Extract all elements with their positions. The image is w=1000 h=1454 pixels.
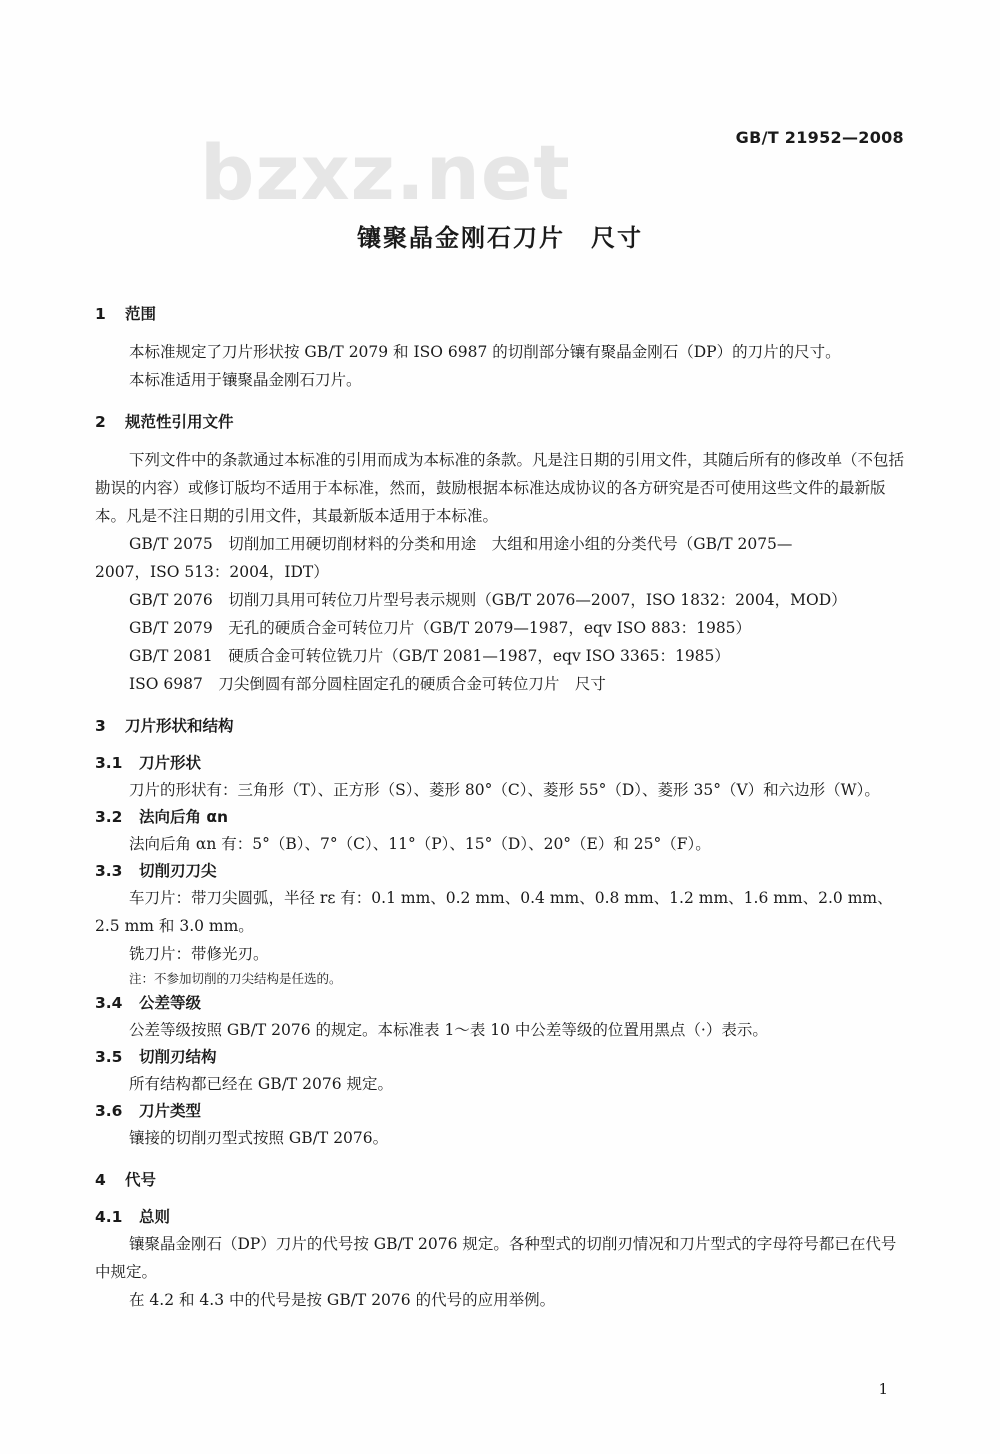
- subsection-number: 3.3: [95, 862, 123, 880]
- section-1-heading: [95, 300, 905, 328]
- paragraph: 在 4.2 和 4.3 中的代号是按 GB/T 2076 的代号的应用举例。: [129, 1291, 556, 1309]
- paragraph: 本标准适用于镶聚晶金刚石刀片。: [129, 371, 362, 389]
- subsection-3-4-heading: [95, 990, 905, 1016]
- paragraph: 车刀片：带刀尖圆弧，半径 rε 有：0.1 mm、0.2 mm、0.4 mm、0.8 mm、1.2 mm、1.6 mm、2.0 mm、2.5 mm 和 3.0 mm。: [95, 889, 893, 935]
- paragraph: 镶聚晶金刚石（DP）刀片的代号按 GB/T 2076 规定。各种型式的切削刃情况和刀片型式的字母符号都已在代号中规定。: [95, 1235, 897, 1281]
- reference-item: ISO 6987 刀尖倒圆有部分圆柱固定孔的硬质合金可转位刀片 尺寸: [129, 675, 606, 693]
- subsection-number: 3.6: [95, 1102, 123, 1120]
- subsection-3-1-heading: [95, 750, 905, 776]
- standard-code: GB/T 21952—2008: [735, 128, 904, 147]
- subsection-number: 3.1: [95, 754, 123, 772]
- subsection-title: 公差等级: [139, 994, 202, 1012]
- paragraph: 镶接的切削刃型式按照 GB/T 2076。: [129, 1129, 389, 1147]
- subsection-3-2-heading: [95, 804, 905, 830]
- section-title: 代号: [125, 1171, 157, 1189]
- section-number: 3: [95, 717, 106, 735]
- reference-item: GB/T 2075 切削加工用硬切削材料的分类和用途 大组和用途小组的分类代号（GB/T 2075—: [129, 535, 793, 553]
- subsection-title: 法向后角 αn: [139, 808, 229, 826]
- subsection-number: 3.5: [95, 1048, 123, 1066]
- subsection-title: 总则: [139, 1208, 171, 1226]
- reference-item: GB/T 2081 硬质合金可转位铣刀片（GB/T 2081—1987，eqv ISO 3365：1985）: [129, 647, 730, 665]
- subsection-number: 4.1: [95, 1208, 123, 1226]
- document-body: [95, 300, 905, 1314]
- section-number: 4: [95, 1171, 106, 1189]
- subsection-4-1-heading: [95, 1204, 905, 1230]
- subsection-3-6-heading: [95, 1098, 905, 1124]
- section-4-heading: [95, 1166, 905, 1194]
- reference-item: GB/T 2079 无孔的硬质合金可转位刀片（GB/T 2079—1987，eqv ISO 883：1985）: [129, 619, 752, 637]
- page-number: 1: [878, 1380, 888, 1398]
- section-2-heading: [95, 408, 905, 436]
- subsection-title: 切削刃结构: [139, 1048, 217, 1066]
- subsection-3-3-heading: [95, 858, 905, 884]
- section-number: 2: [95, 413, 106, 431]
- reference-item: GB/T 2076 切削刀具用可转位刀片型号表示规则（GB/T 2076—2007，ISO 1832：2004，MOD）: [129, 591, 847, 609]
- section-title: 范围: [125, 305, 157, 323]
- subsection-number: 3.4: [95, 994, 123, 1012]
- document-title: 镶聚晶金刚石刀片 尺寸: [357, 224, 643, 252]
- paragraph: 下列文件中的条款通过本标准的引用而成为本标准的条款。凡是注日期的引用文件，其随后所有的修改单（不包括勘误的内容）或修订版均不适用于本标准，然而，鼓励根据本标准达成协议的各方研究是否可使用这些文件的最新版本。凡是不注日期的引用文件，其最新版本适用于本标准。: [95, 451, 905, 525]
- subsection-number: 3.2: [95, 808, 123, 826]
- subsection-title: 刀片类型: [139, 1102, 202, 1120]
- section-number: 1: [95, 305, 106, 323]
- note: 注：不参加切削的刀尖结构是任选的。: [129, 971, 342, 986]
- paragraph: 公差等级按照 GB/T 2076 的规定。本标准表 1～表 10 中公差等级的位置用黑点（·）表示。: [129, 1021, 768, 1039]
- paragraph: 铣刀片：带修光刃。: [129, 945, 269, 963]
- section-title: 规范性引用文件: [125, 413, 234, 431]
- subsection-title: 切削刃刀尖: [139, 862, 217, 880]
- paragraph: 本标准规定了刀片形状按 GB/T 2079 和 ISO 6987 的切削部分镶有聚晶金刚石（DP）的刀片的尺寸。: [129, 343, 841, 361]
- watermark: bzxz.net: [200, 128, 571, 217]
- paragraph: 所有结构都已经在 GB/T 2076 规定。: [129, 1075, 394, 1093]
- paragraph: 刀片的形状有：三角形（T）、正方形（S）、菱形 80°（C）、菱形 55°（D）、菱形 35°（V）和六边形（W）。: [129, 781, 880, 799]
- subsection-3-5-heading: [95, 1044, 905, 1070]
- section-3-heading: [95, 712, 905, 740]
- paragraph: 法向后角 αn 有：5°（B）、7°（C）、11°（P）、15°（D）、20°（E）和 25°（F）。: [129, 835, 711, 853]
- section-title: 刀片形状和结构: [125, 717, 234, 735]
- subsection-title: 刀片形状: [139, 754, 202, 772]
- reference-item-continued: 2007，ISO 513：2004，IDT）: [95, 563, 329, 581]
